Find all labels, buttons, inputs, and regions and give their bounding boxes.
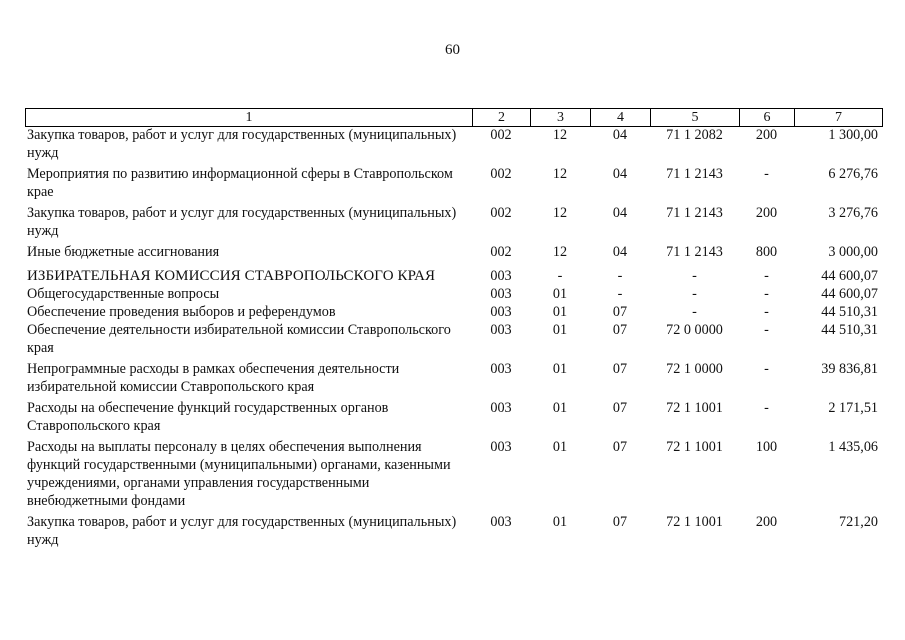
row-code-2: 003 [490,268,512,284]
row-code-3: 01 [552,514,568,530]
row-amount: 3 000,00 [828,244,878,260]
row-code-3: 01 [552,361,568,377]
row-code-5: 71 1 2143 [666,244,723,260]
row-code-6: 200 [755,127,778,143]
row-code-3: 01 [552,286,568,302]
row-code-6: - [764,166,769,182]
row-code-5: 71 1 2082 [666,127,723,143]
row-name: Обеспечение проведения выборов и референдумов [27,304,336,320]
row-code-2: 002 [490,127,512,143]
table-row [25,303,882,321]
row-code-2: 003 [490,286,512,302]
row-code-6: - [764,286,769,302]
row-code-5: 71 1 2143 [666,205,723,221]
table-row [25,513,882,549]
row-code-6: 200 [755,205,778,221]
row-name: Иные бюджетные ассигнования [27,244,220,260]
row-amount: 1 300,00 [828,127,878,143]
page-number: 60 [445,42,460,58]
row-code-4: 07 [612,439,628,455]
row-name: Расходы на обеспечение функций государственных органов Ставропольского края [27,400,389,434]
row-code-6: - [764,268,769,284]
row-name: Обеспечение деятельности избирательной комиссии Ставропольского края [27,322,451,356]
row-code-4: 04 [612,166,628,182]
row-code-6: - [764,400,769,416]
row-code-3: 01 [552,400,568,416]
table-row [25,360,882,396]
row-code-3: 01 [552,304,568,320]
row-code-2: 003 [490,304,512,320]
column-header-2: 2 [473,109,531,127]
table-row-organization [25,267,882,285]
row-amount: 2 171,51 [828,400,878,416]
row-code-5: 72 1 0000 [666,361,723,377]
row-code-3: 01 [552,322,568,338]
row-code-4: 07 [612,322,628,338]
row-code-5: 72 1 1001 [666,439,723,455]
row-amount: 39 836,81 [821,361,878,377]
column-header-6: 6 [740,109,795,127]
row-code-3: 01 [552,439,568,455]
column-header-5: 5 [651,109,740,127]
row-code-2: 003 [490,361,512,377]
row-amount: 44 510,31 [821,304,878,320]
row-code-3: - [557,268,563,284]
row-amount: 44 600,07 [821,286,878,302]
table-row [25,438,882,510]
column-header-4: 4 [591,109,651,127]
row-code-6: 100 [755,439,778,455]
column-header-1: 1 [26,109,473,127]
row-code-5: - [692,286,697,302]
row-code-2: 003 [490,439,512,455]
row-code-5: 72 1 1001 [666,400,723,416]
row-name: Расходы на выплаты персоналу в целях обеспечения выполнения функций государственными (муниципальными) органами, казенными учреждениями, органами управления государственными внебюджетными фондами [27,439,451,509]
table-row [25,165,882,201]
row-code-5: 72 1 1001 [666,514,723,530]
table-row [25,399,882,435]
budget-table-body [25,126,882,552]
row-code-4: 07 [612,304,628,320]
row-code-2: 002 [490,166,512,182]
row-code-4: 04 [612,244,628,260]
row-amount: 44 510,31 [821,322,878,338]
row-amount: 6 276,76 [828,166,878,182]
row-code-5: - [692,304,697,320]
row-code-6: 800 [755,244,778,260]
row-amount: 44 600,07 [821,268,878,284]
row-code-5: 72 0 0000 [666,322,723,338]
row-code-3: 12 [552,166,568,182]
row-code-4: 04 [612,205,628,221]
table-row [25,243,882,261]
row-code-4: - [617,268,623,284]
row-code-3: 12 [552,127,568,143]
row-code-5: - [692,268,697,284]
row-code-6: - [764,304,769,320]
row-code-2: 003 [490,514,512,530]
row-name: ИЗБИРАТЕЛЬНАЯ КОМИССИЯ СТАВРОПОЛЬСКОГО КРАЯ [27,268,436,284]
row-name: Закупка товаров, работ и услуг для государственных (муниципальных) нужд [27,127,457,161]
row-code-4: 07 [612,514,628,530]
row-code-2: 003 [490,400,512,416]
row-code-3: 12 [552,244,568,260]
column-header-3: 3 [531,109,591,127]
table-row [25,285,882,303]
row-name: Непрограммные расходы в рамках обеспечения деятельности избирательной комиссии Ставропольского края [27,361,400,395]
table-row [25,204,882,240]
row-code-4: 07 [612,361,628,377]
table-row [25,126,882,162]
row-code-5: 71 1 2143 [666,166,723,182]
column-header-table [25,108,883,127]
table-row [25,321,882,357]
row-code-6: - [764,361,769,377]
row-code-2: 002 [490,205,512,221]
row-name: Закупка товаров, работ и услуг для государственных (муниципальных) нужд [27,514,457,548]
row-name: Общегосударственные вопросы [27,286,220,302]
column-header-7: 7 [795,109,883,127]
row-code-6: - [764,322,769,338]
row-code-2: 002 [490,244,512,260]
row-code-2: 003 [490,322,512,338]
row-code-4: 07 [612,400,628,416]
row-amount: 1 435,06 [828,439,878,455]
row-code-6: 200 [755,514,778,530]
row-amount: 721,20 [838,514,878,530]
row-code-3: 12 [552,205,568,221]
row-amount: 3 276,76 [828,205,878,221]
row-name: Закупка товаров, работ и услуг для государственных (муниципальных) нужд [27,205,457,239]
row-code-4: 04 [612,127,628,143]
column-header-row [26,109,883,127]
row-code-4: - [617,286,623,302]
row-name: Мероприятия по развитию информационной сферы в Ставропольском крае [27,166,453,200]
